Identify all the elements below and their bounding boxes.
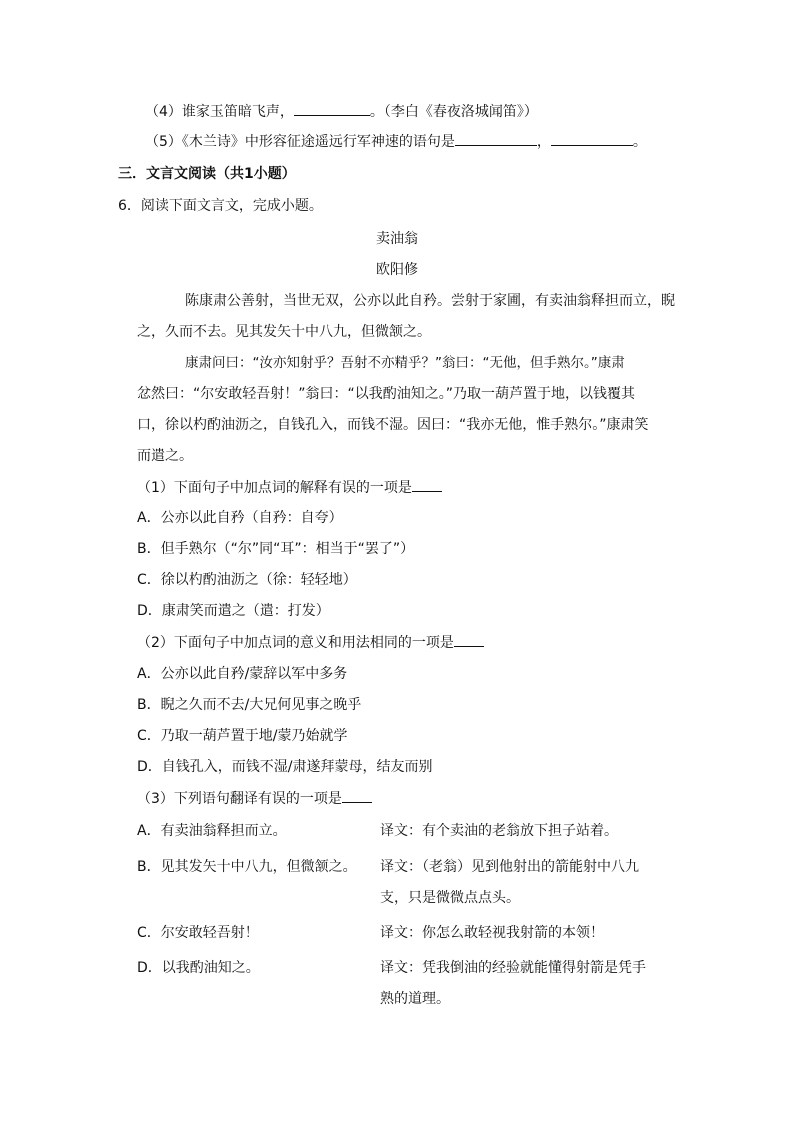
translation-d-line1: 译文：凭我倒油的经验就能懂得射箭是凭手: [380, 960, 646, 976]
option-d[interactable]: D．自钱孔入，而钱不湿/肃遂拜蒙母，结友而别: [137, 759, 433, 775]
answer-blank[interactable]: [454, 632, 484, 647]
answer-blank[interactable]: [455, 131, 537, 146]
sub-question-3-stem-text: （3）下列语句翻译有误的一项是: [137, 791, 342, 807]
passage-line: 而遣之。: [137, 448, 193, 464]
translation-c: 译文：你怎么敢轻视我射箭的本领！: [380, 925, 604, 941]
sub-question-2-stem-text: （2）下面句子中加点词的意义和用法相同的一项是: [137, 635, 454, 651]
question-intro: 6．阅读下面文言文，完成小题。: [118, 198, 323, 214]
poetry-item-5-prefix: （5）《木兰诗》中形容征途遥远行军神速的语句是: [145, 134, 455, 150]
translation-b-line1: 译文：（老翁）见到他射出的箭能射中八九: [380, 859, 639, 875]
option-b[interactable]: B．睨之久而不去/大兄何见事之晚乎: [137, 697, 362, 713]
passage-title: 卖油翁: [376, 231, 418, 247]
translation-b-line2: 支，只是微微点点头。: [380, 890, 520, 906]
passage-author: 欧阳修: [376, 262, 418, 278]
option-c[interactable]: C．徐以杓酌油沥之（徐：轻轻地）: [137, 572, 357, 588]
option-a[interactable]: A．有卖油翁释担而立。: [137, 823, 287, 839]
answer-blank[interactable]: [412, 477, 442, 492]
translation-a: 译文：有个卖油的老翁放下担子站着。: [380, 823, 618, 839]
option-b[interactable]: B．见其发矢十中八九，但微颔之。: [137, 859, 357, 875]
option-c[interactable]: C．尔安敢轻吾射！: [137, 925, 259, 941]
poetry-item-4-prefix: （4）谁家玉笛暗飞声，: [145, 104, 294, 120]
sub-question-1-stem: [137, 477, 442, 499]
sub-question-2-stem: [137, 632, 484, 654]
option-d[interactable]: D．康肃笑而遣之（遣：打发）: [137, 603, 330, 619]
option-a[interactable]: A．公亦以此自矜/蒙辞以军中多务: [137, 666, 348, 682]
passage-line: 忿然曰：“尔安敢轻吾射！”翁曰：“以我酌油知之。”乃取一葫芦置于地，以钱覆其: [137, 386, 636, 402]
option-b[interactable]: B．但手熟尔（“尔”同“耳”：相当于“罢了”）: [137, 541, 415, 557]
translation-d-line2: 熟的道理。: [380, 991, 450, 1007]
poetry-item-5-end: 。: [632, 134, 647, 150]
option-c[interactable]: C．乃取一葫芦置于地/蒙乃始就学: [137, 728, 348, 744]
poetry-item-5: [145, 131, 647, 153]
passage-line: 康肃问曰：“汝亦知射乎？吾射不亦精乎？”翁曰：“无他，但手熟尔。”康肃: [185, 355, 625, 371]
sub-question-3-stem: [137, 788, 372, 810]
poetry-item-4: [145, 101, 538, 123]
passage-line: 口，徐以杓酌油沥之，自钱孔入，而钱不湿。因曰：“我亦无他，惟手熟尔。”康肃笑: [137, 417, 649, 433]
poetry-item-5-sep: ，: [536, 134, 551, 150]
passage-line: 之，久而不去。见其发矢十中八九，但微颔之。: [137, 324, 431, 340]
option-a[interactable]: A．公亦以此自矜（自矜：自夸）: [137, 510, 343, 526]
option-d[interactable]: D．以我酌油知之。: [137, 960, 260, 976]
section-heading: 三．文言文阅读（共1小题）: [118, 166, 296, 182]
sub-question-1-stem-text: （1）下面句子中加点词的解释有误的一项是: [137, 480, 412, 496]
poetry-item-4-suffix: 。（李白《春夜洛城闻笛》）: [369, 104, 538, 120]
answer-blank[interactable]: [551, 131, 633, 146]
answer-blank[interactable]: [342, 788, 372, 803]
passage-line: 陈康肃公善射，当世无双，公亦以此自矜。尝射于家圃，有卖油翁释担而立，睨: [185, 293, 675, 309]
answer-blank[interactable]: [294, 101, 370, 116]
